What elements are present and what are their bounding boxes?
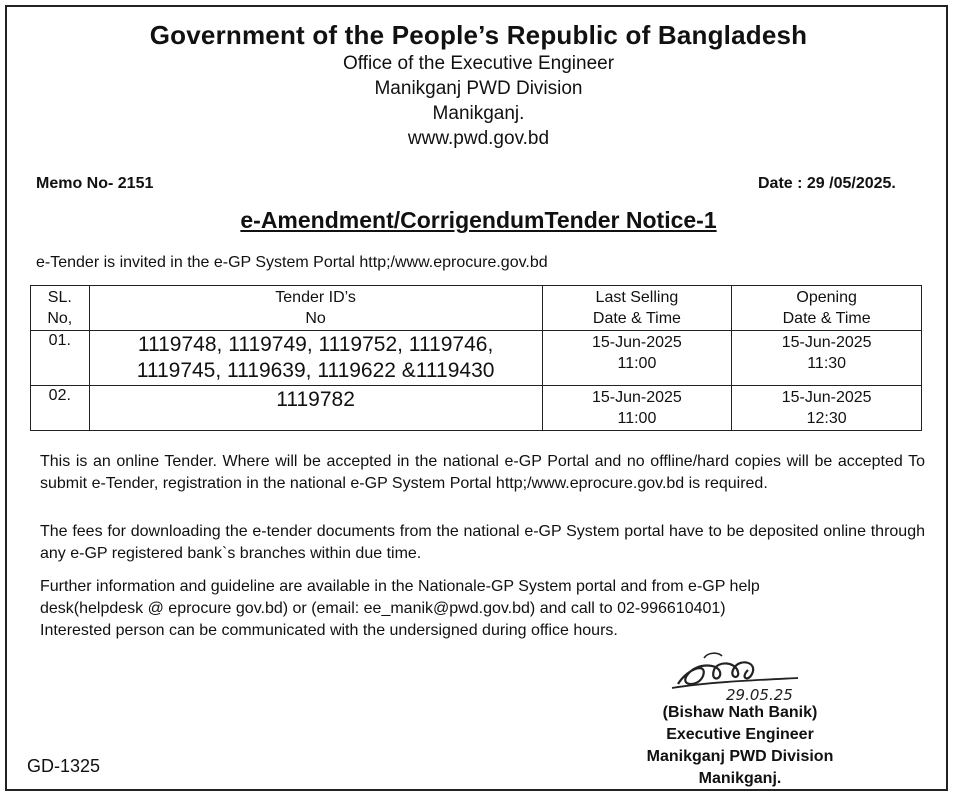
signer-designation: Executive Engineer [666,726,814,743]
table-row [31,386,922,431]
further-info-line1: Further information and guideline are available in the Nationale-GP System portal and from e-GP help [40,578,760,595]
opening-date: 15-Jun-2025 [781,389,872,406]
government-title: Government of the People’s Republic of Bangladesh [149,20,808,50]
memo-date: Date : 29 /05/2025. [758,175,896,192]
signature-date: 29.05.25 [726,686,793,704]
header-sl [31,286,90,331]
header-selling-line1: Last Selling [595,289,679,306]
tender-ids-line2: 1119745, 1119639, 1119622 &1119430 [136,359,495,382]
row-sl: 02. [31,386,90,431]
place-name: Manikganj. [432,103,525,124]
online-tender-paragraph: This is an online Tender. Where will be accepted in the national e-GP Portal and no offline/hard copies will be accepted To submit e-Tender, registration in the national e-GP System Portal http;/www.eprocure.gov.bd is required. [40,453,925,492]
table-row [31,331,922,386]
header-opening-line1: Opening [796,289,857,306]
reference-code: GD-1325 [27,756,101,776]
row-sl: 01. [31,331,90,386]
handwritten-signature [648,648,818,710]
row-tender-ids [89,331,542,386]
opening-date: 15-Jun-2025 [781,334,872,351]
header-opening-line2: Date & Time [782,310,871,327]
header-sl-line2: No, [47,310,73,327]
header-id-line2: No [305,310,326,327]
opening-time: 11:30 [807,355,847,372]
tender-ids-line1: 1119782 [276,388,355,411]
tender-table [30,285,922,431]
division-name: Manikganj PWD Division [374,78,583,99]
tender-ids-line1: 1119748, 1119749, 1119752, 1119746, [137,333,494,356]
row-selling [542,331,732,386]
selling-date: 15-Jun-2025 [591,389,682,406]
header-sl-line1: SL. [47,289,72,306]
row-selling [542,386,732,431]
header-id-line1: Tender ID’s [275,289,356,306]
row-opening [732,386,922,431]
notice-title: e-Amendment/CorrigendumTender Notice-1 [240,207,717,233]
header-selling-line2: Date & Time [592,310,681,327]
memo-number: Memo No- 2151 [36,175,154,192]
signer-name: (Bishaw Nath Banik) [662,704,818,721]
row-tender-ids [89,386,542,431]
office-name: Office of the Executive Engineer [342,53,615,74]
opening-time: 12:30 [806,410,847,427]
further-info-line3: Interested person can be communicated with the undersigned during office hours. [40,622,618,639]
signer-division: Manikganj PWD Division [646,748,834,765]
selling-time: 11:00 [617,355,657,372]
header-tender-id [89,286,542,331]
selling-date: 15-Jun-2025 [591,334,682,351]
header-last-selling [542,286,732,331]
fees-paragraph: The fees for downloading the e-tender documents from the national e-GP System portal have to be deposited online through any e-GP registered bank`s branches within due time. [40,523,925,562]
further-info-line2: desk(helpdesk @ eprocure gov.bd) or (email: ee_manik@pwd.gov.bd) and call to 02-996610401) [40,600,726,617]
invitation-text: e-Tender is invited in the e-GP System Portal http;/www.eprocure.gov.bd [36,254,548,271]
table-header-row [31,286,922,331]
signer-place: Manikganj. [698,770,782,787]
header-opening [732,286,922,331]
row-opening [732,331,922,386]
selling-time: 11:00 [617,410,657,427]
further-info-paragraph [40,576,925,642]
website: www.pwd.gov.bd [407,128,550,149]
